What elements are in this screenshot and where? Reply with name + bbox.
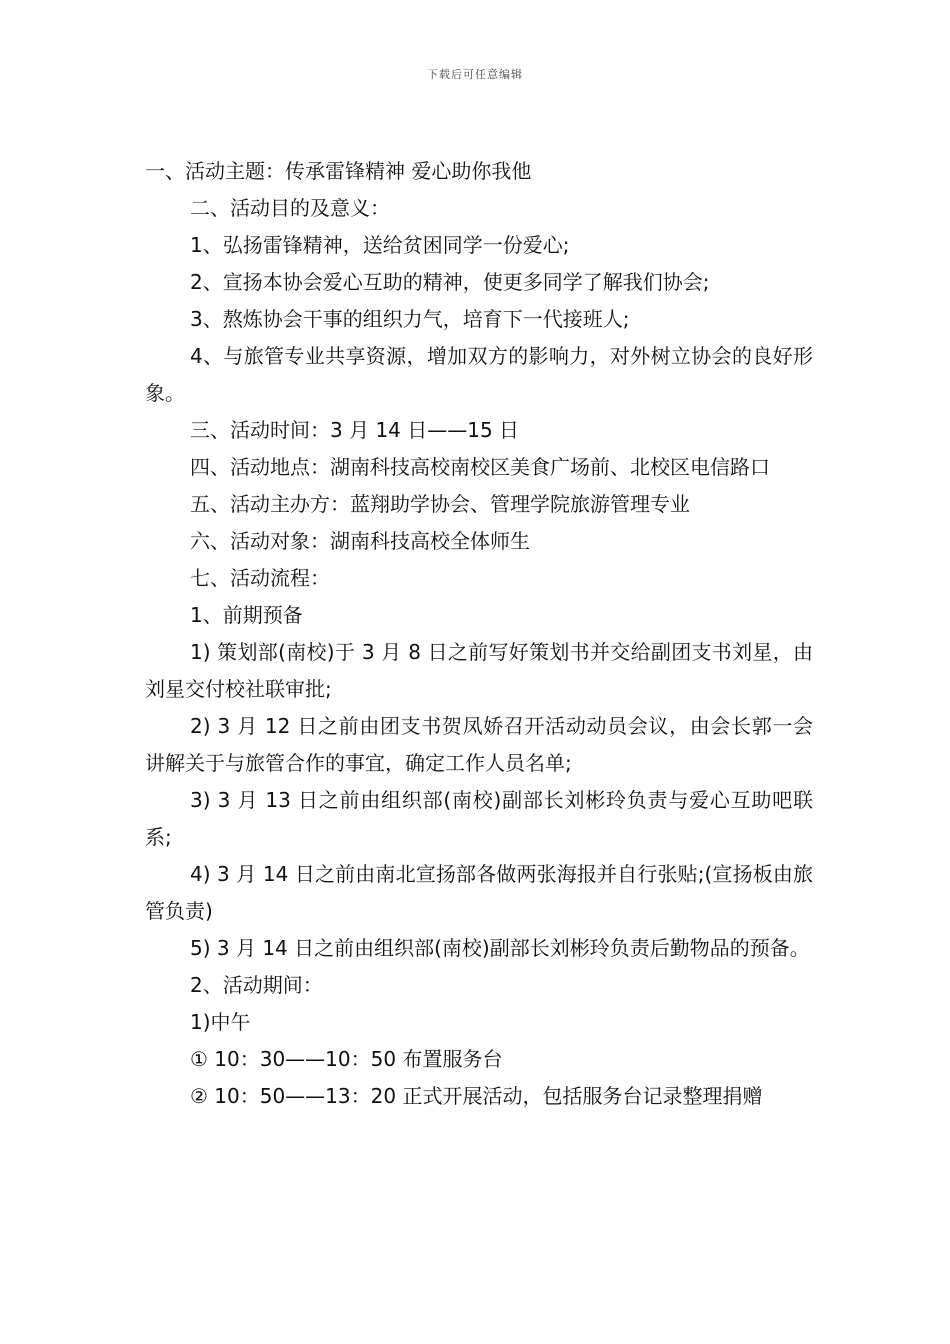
paragraph-preparation-4: 4) 3 月 14 日之前由南北宣扬部各做两张海报并自行张贴;(宣扬板由旅管负责) bbox=[145, 862, 813, 923]
paragraph-purpose-2: 2、宣扬本协会爱心互助的精神，使更多同学了解我们协会; bbox=[190, 270, 710, 294]
paragraph-theme: 一、活动主题：传承雷锋精神 爱心助你我他 bbox=[145, 159, 532, 183]
paragraph-preparation-heading: 1、前期预备 bbox=[190, 603, 303, 627]
paragraph-purpose-1: 1、弘扬雷锋精神，送给贫困同学一份爱心; bbox=[190, 233, 570, 257]
paragraph-organizer: 五、活动主办方：蓝翔助学协会、管理学院旅游管理专业 bbox=[190, 492, 690, 516]
paragraph-purpose-heading: 二、活动目的及意义： bbox=[190, 196, 390, 220]
paragraph-preparation-3: 3) 3 月 13 日之前由组织部(南校)副部长刘彬玲负责与爱心互助吧联系; bbox=[145, 788, 813, 849]
paragraph-noon-step-2: ② 10：50——13：20 正式开展活动，包括服务台记录整理捐赠 bbox=[190, 1084, 763, 1108]
paragraph-purpose-4: 4、与旅管专业共享资源，增加双方的影响力，对外树立协会的良好形象。 bbox=[145, 344, 813, 405]
document-body bbox=[145, 153, 813, 1115]
paragraph-preparation-1: 1) 策划部(南校)于 3 月 8 日之前写好策划书并交给副团支书刘星，由刘星交付校社联审批; bbox=[145, 640, 813, 701]
paragraph-preparation-2: 2) 3 月 12 日之前由团支书贺凤娇召开活动动员会议，由会长郭一会讲解关于与旅管合作的事宜，确定工作人员名单; bbox=[145, 714, 813, 775]
paragraph-time: 三、活动时间：3 月 14 日——15 日 bbox=[190, 418, 520, 442]
paragraph-process-heading: 七、活动流程： bbox=[190, 566, 330, 590]
paragraph-noon-step-1: ① 10：30——10：50 布置服务台 bbox=[190, 1047, 503, 1071]
paragraph-audience: 六、活动对象：湖南科技高校全体师生 bbox=[190, 529, 530, 553]
page-header-note: 下载后可任意编辑 bbox=[427, 68, 523, 81]
paragraph-preparation-5: 5) 3 月 14 日之前由组织部(南校)副部长刘彬玲负责后勤物品的预备。 bbox=[190, 936, 810, 960]
paragraph-location: 四、活动地点：湖南科技高校南校区美食广场前、北校区电信路口 bbox=[190, 455, 770, 479]
paragraph-purpose-3: 3、熬炼协会干事的组织力气，培育下一代接班人; bbox=[190, 307, 630, 331]
paragraph-noon: 1)中午 bbox=[190, 1010, 251, 1034]
paragraph-period-heading: 2、活动期间： bbox=[190, 973, 323, 997]
